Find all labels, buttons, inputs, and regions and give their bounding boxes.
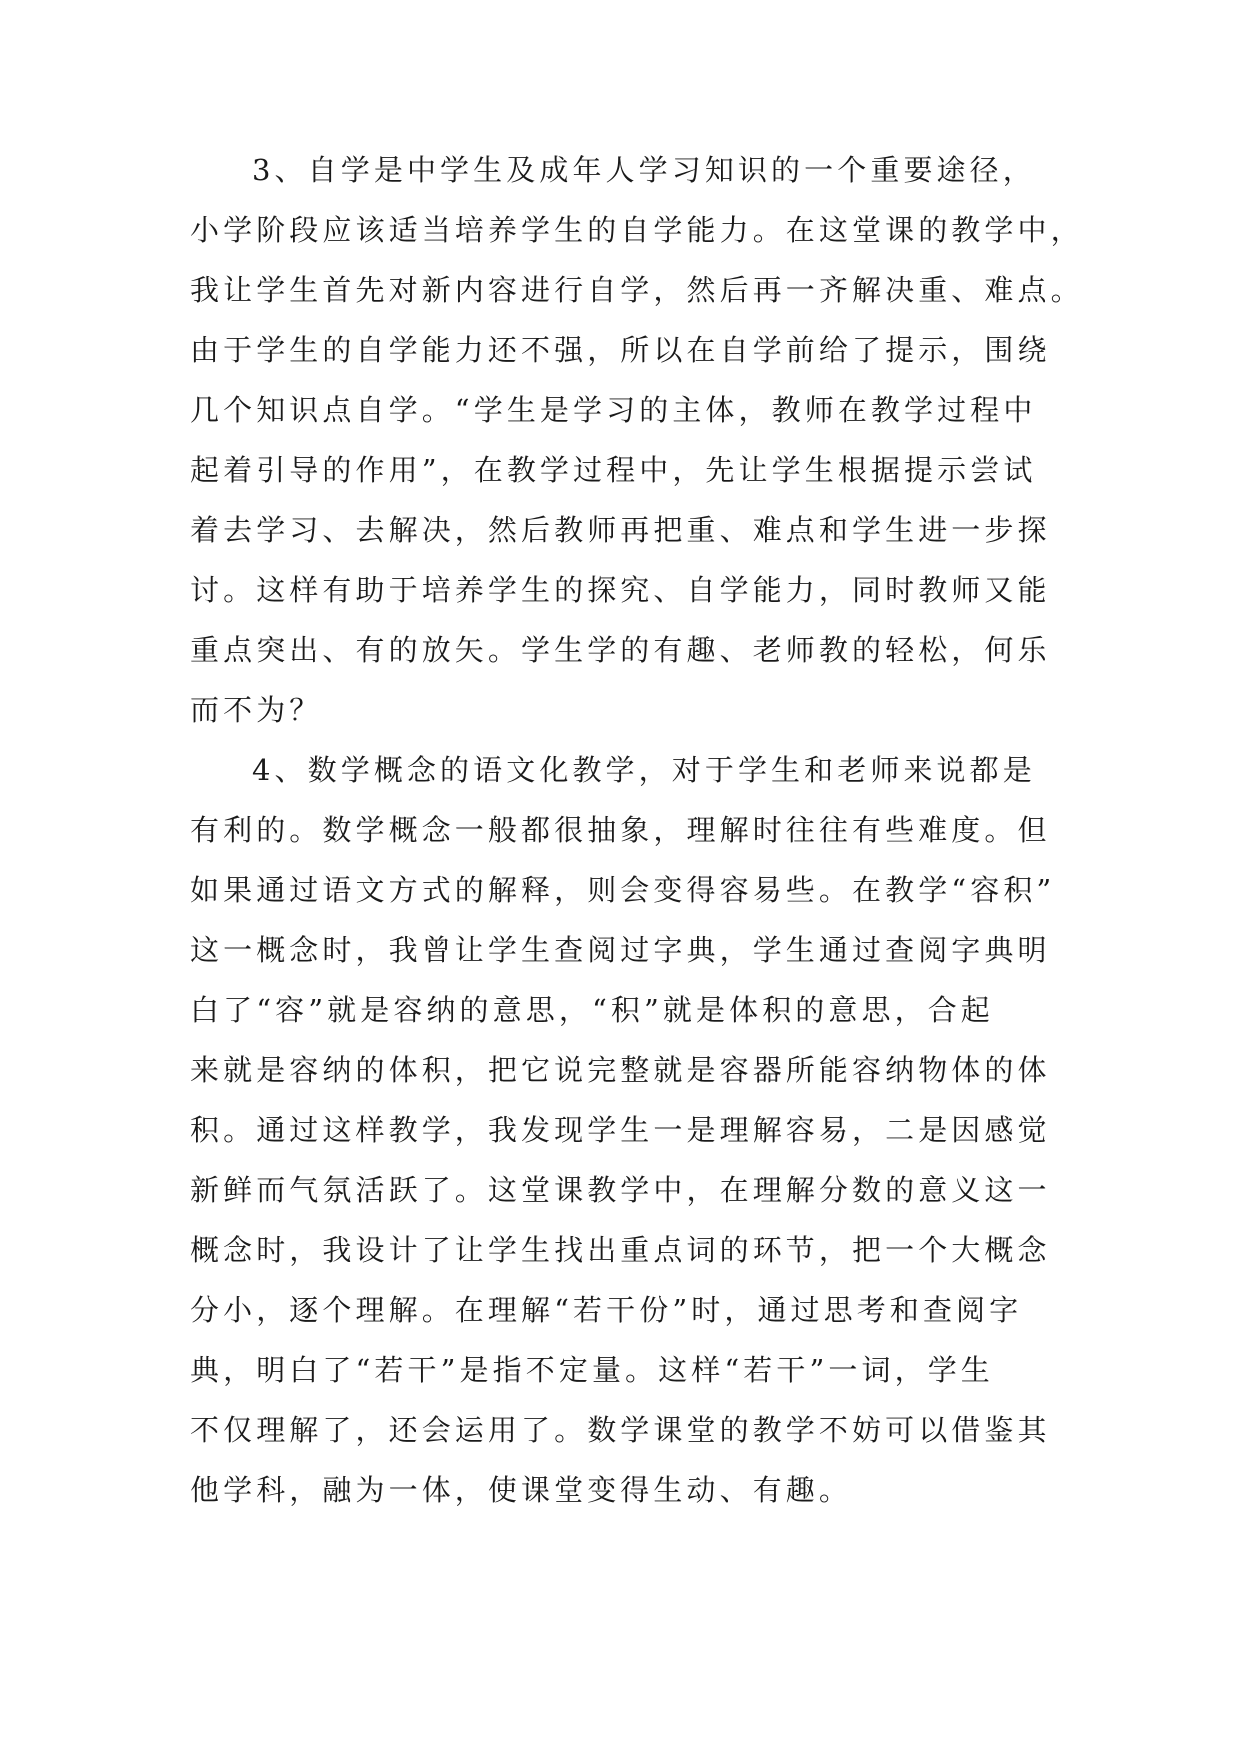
paragraph-line: 4、数学概念的语文化教学，对于学生和老师来说都是 (252, 753, 1036, 787)
paragraph-line: 来就是容纳的体积，把它说完整就是容器所能容纳物体的体 (190, 1053, 1051, 1087)
paragraph-line: 讨。这样有助于培养学生的探究、自学能力，同时教师又能 (190, 573, 1051, 607)
paragraph-line: 不仅理解了，还会运用了。数学课堂的教学不妨可以借鉴其 (190, 1413, 1051, 1447)
paragraph-line: 重点突出、有的放矢。学生学的有趣、老师教的轻松，何乐 (190, 633, 1051, 667)
paragraph-line: 典，明白了“若干”是指不定量。这样“若干”一词，学生 (190, 1353, 994, 1387)
paragraph-line: 几个知识点自学。“学生是学习的主体，教师在教学过程中 (190, 393, 1037, 427)
paragraph-line: 由于学生的自学能力还不强，所以在自学前给了提示，围绕 (190, 333, 1051, 367)
paragraph-line: 起着引导的作用”，在教学过程中，先让学生根据提示尝试 (190, 453, 1037, 487)
paragraph-line: 新鲜而气氛活跃了。这堂课教学中，在理解分数的意义这一 (190, 1173, 1051, 1207)
paragraph-line: 有利的。数学概念一般都很抽象，理解时往往有些难度。但 (190, 813, 1051, 847)
paragraph-line: 积。通过这样教学，我发现学生一是理解容易，二是因感觉 (190, 1113, 1051, 1147)
paragraph-line: 概念时，我设计了让学生找出重点词的环节，把一个大概念 (190, 1233, 1051, 1267)
paragraph-line: 他学科，融为一体，使课堂变得生动、有趣。 (190, 1473, 853, 1507)
paragraph-line: 白了“容”就是容纳的意思，“积”就是体积的意思，合起 (190, 993, 994, 1027)
paragraph-line: 小学阶段应该适当培养学生的自学能力。在这堂课的教学中， (190, 213, 1084, 247)
paragraph-line: 如果通过语文方式的解释，则会变得容易些。在教学“容积” (190, 873, 1056, 907)
paragraph-line: 我让学生首先对新内容进行自学，然后再一齐解决重、难点。 (190, 273, 1084, 307)
paragraph-line: 而不为？ (190, 693, 323, 727)
paragraph-line: 这一概念时，我曾让学生查阅过字典，学生通过查阅字典明 (190, 933, 1051, 967)
paragraph-line: 分小，逐个理解。在理解“若干份”时，通过思考和查阅字 (190, 1293, 1023, 1327)
paragraph-line: 着去学习、去解决，然后教师再把重、难点和学生进一步探 (190, 513, 1051, 547)
paragraph-line: 3、自学是中学生及成年人学习知识的一个重要途径， (252, 153, 1036, 187)
